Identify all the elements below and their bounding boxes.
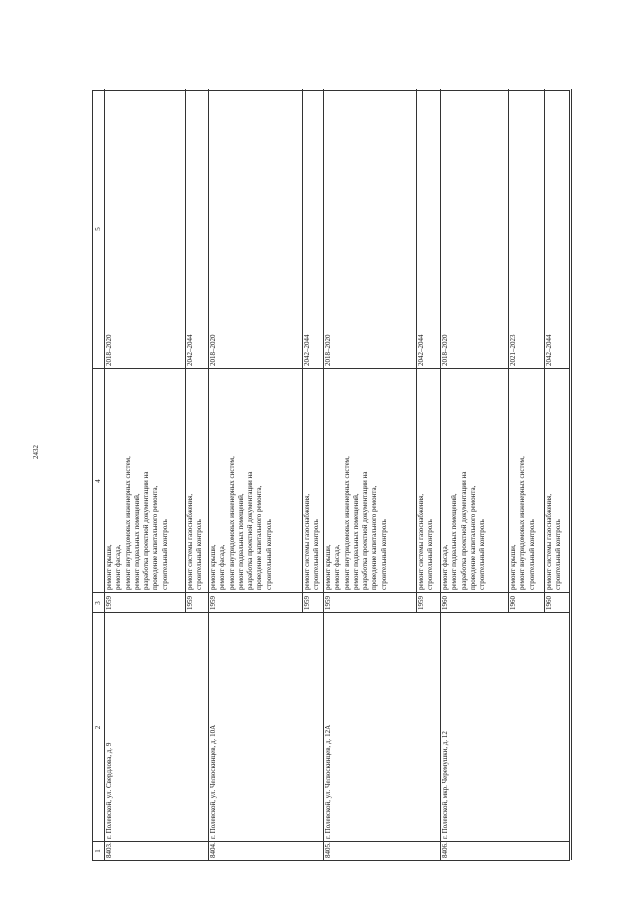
work-item: ремонт фасада, xyxy=(441,544,449,590)
build-year: 1959 xyxy=(303,596,311,610)
column-header-3: 3 xyxy=(94,601,102,605)
work-item: ремонт системы газоснабжения, xyxy=(186,493,194,590)
work-item: ремонт фасада, xyxy=(333,544,342,590)
work-item: ремонт фасада, xyxy=(218,544,227,590)
work-item: ремонт крыши, xyxy=(509,544,517,590)
work-item: ремонт системы газоснабжения, xyxy=(417,493,425,590)
repair-period: 2042–2044 xyxy=(417,334,425,366)
work-item: ремонт системы газоснабжения, xyxy=(303,493,311,590)
works-list xyxy=(509,456,537,590)
work-item: ремонт внутридомовых инженерных систем, xyxy=(518,456,527,590)
repair-period: 2042–2044 xyxy=(545,334,553,366)
repair-period: 2042–2044 xyxy=(186,334,194,366)
repair-period: 2018–2020 xyxy=(209,334,217,366)
building-address: г. Полевской, мкр. Черемушки, д. 12 xyxy=(441,731,449,839)
work-item: строительный контроль xyxy=(478,519,487,590)
building-address: г. Полевской, ул. Свердлова, д. 9 xyxy=(105,742,113,839)
work-item: строительный контроль xyxy=(160,519,169,590)
work-item: разработка проектной документации на xyxy=(246,471,255,590)
column-header-1: 1 xyxy=(94,849,102,853)
build-year: 1960 xyxy=(441,596,449,610)
works-list xyxy=(105,456,170,590)
build-year: 1959 xyxy=(105,596,113,610)
work-item: ремонт внутридомовых инженерных систем, xyxy=(227,456,236,590)
building-address: г. Полевской, ул. Челюскинцев, д. 10А xyxy=(209,724,217,839)
column-header-2: 2 xyxy=(94,725,102,730)
build-year: 1959 xyxy=(209,596,217,610)
column-header-4: 4 xyxy=(94,479,102,483)
work-item: ремонт подвальных помещений, xyxy=(236,493,245,590)
build-year: 1960 xyxy=(545,596,553,610)
work-item: ремонт крыши, xyxy=(105,544,113,590)
repair-period: 2021–2023 xyxy=(509,334,517,366)
column-header-5: 5 xyxy=(94,227,102,231)
work-item: строительный контроль xyxy=(527,519,536,590)
column-divider xyxy=(93,612,569,613)
work-item: проведение капитального ремонта, xyxy=(370,485,379,590)
row-number: 8403. xyxy=(105,842,113,858)
work-item: ремонт крыши, xyxy=(324,544,332,590)
work-item: строительный контроль xyxy=(554,519,563,590)
group-divider xyxy=(571,89,572,860)
works-list xyxy=(209,456,274,590)
work-item: ремонт подвальных помещений, xyxy=(450,493,459,590)
work-item: проведение капитального ремонта, xyxy=(255,485,264,590)
repair-period: 2018–2020 xyxy=(105,334,113,366)
works-list xyxy=(441,472,487,590)
work-item: ремонт крыши, xyxy=(209,544,217,590)
work-item: строительный контроль xyxy=(195,519,204,590)
work-item: разработка проектной документации на xyxy=(142,471,151,590)
repair-schedule-table xyxy=(92,90,570,861)
work-item: проведение капитального ремонта, xyxy=(151,485,160,590)
work-item: строительный контроль xyxy=(264,519,273,590)
work-item: ремонт внутридомовых инженерных систем, xyxy=(123,456,132,590)
column-divider xyxy=(93,368,569,369)
work-item: ремонт внутридомовых инженерных систем, xyxy=(342,456,351,590)
row-number: 8404. xyxy=(209,842,217,858)
works-list xyxy=(417,494,436,590)
work-item: ремонт подвальных помещений, xyxy=(132,493,141,590)
repair-period: 2018–2020 xyxy=(441,334,449,366)
repair-period: 2042–2044 xyxy=(303,334,311,366)
build-year: 1959 xyxy=(324,596,332,610)
work-item: проведение капитального ремонта, xyxy=(468,485,477,590)
column-divider xyxy=(93,592,569,593)
build-year: 1960 xyxy=(509,596,517,610)
page-number: 2432 xyxy=(32,445,40,459)
work-item: строительный контроль xyxy=(312,519,321,590)
work-item: строительный контроль xyxy=(426,519,435,590)
repair-period: 2018–2020 xyxy=(324,334,332,366)
row-number: 8405. xyxy=(324,842,332,858)
building-address: г. Полевской, ул. Челюскинцев, д. 12А xyxy=(324,724,332,839)
work-item: разработка проектной документации на xyxy=(361,471,370,590)
work-item: ремонт фасада, xyxy=(114,544,123,590)
works-list xyxy=(545,494,564,590)
work-item: строительный контроль xyxy=(379,519,388,590)
work-item: разработка проектной документации на xyxy=(459,471,468,590)
build-year: 1959 xyxy=(186,596,194,610)
row-number: 8406. xyxy=(441,842,449,858)
works-list xyxy=(324,456,389,590)
build-year: 1959 xyxy=(417,596,425,610)
work-item: ремонт системы газоснабжения, xyxy=(545,493,553,590)
table-frame xyxy=(92,90,570,861)
work-item: ремонт подвальных помещений, xyxy=(351,493,360,590)
works-list xyxy=(303,494,322,590)
works-list xyxy=(186,494,205,590)
